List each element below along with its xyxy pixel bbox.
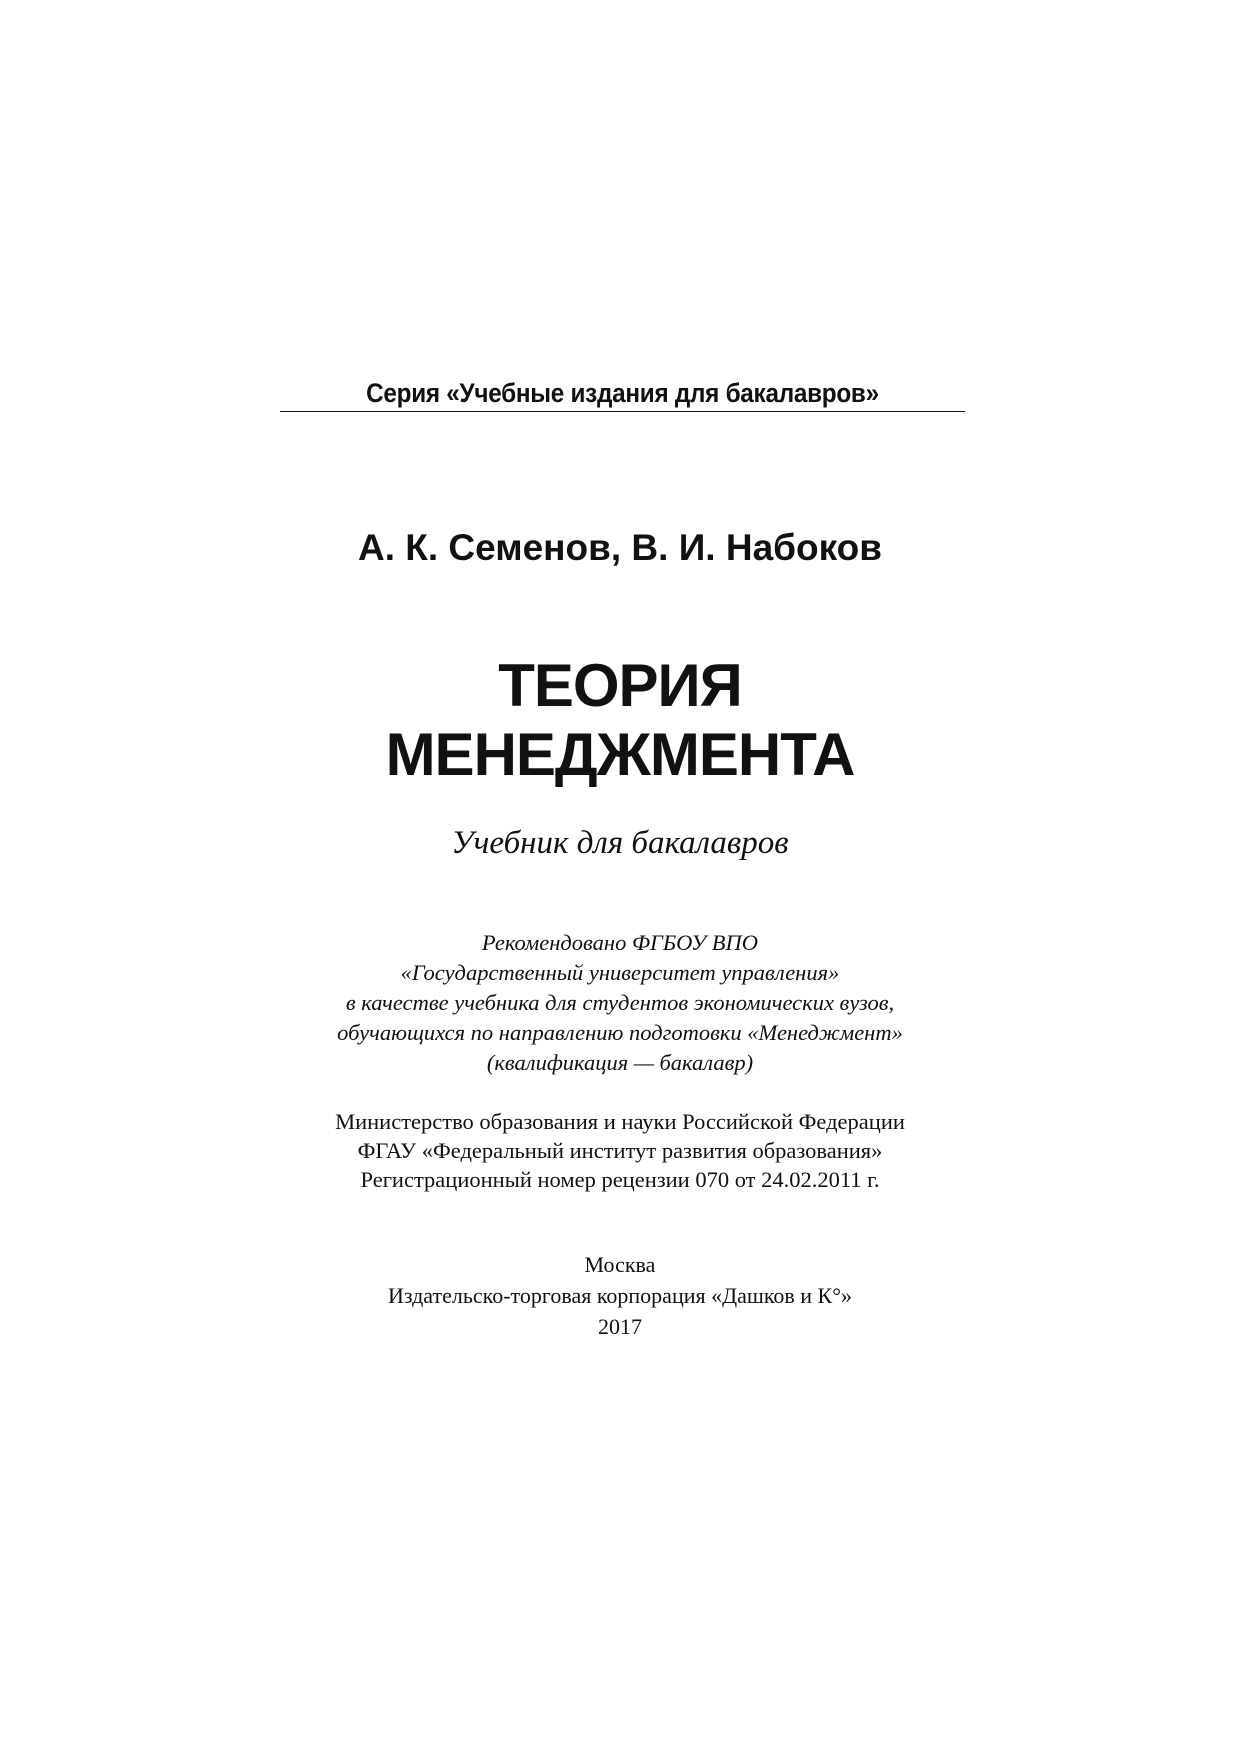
recommendation-line: Рекомендовано ФГБОУ ВПО (481, 930, 759, 955)
recommendation-line: «Государственный университет управления» (400, 960, 840, 985)
recommendation-line: (квалификация — бакалавр) (486, 1050, 754, 1075)
recommendation-line: обучающихся по направлению подготовки «Менеджмент» (337, 1020, 903, 1045)
imprint-block (0, 1249, 1240, 1342)
series-title: Серия «Учебные издания для бакалавров» (366, 378, 879, 408)
authors: А. К. Семенов, В. И. Набоков (358, 527, 882, 568)
ministry-line: Министерство образования и науки Российской Федерации (335, 1109, 905, 1134)
imprint-city: Москва (584, 1252, 656, 1277)
imprint-publisher: Издательско-торговая корпорация «Дашков и К°» (387, 1283, 853, 1308)
recommendation-line: в качестве учебника для студентов экономических вузов, (345, 990, 895, 1015)
imprint-year: 2017 (598, 1314, 642, 1339)
series-divider (280, 411, 965, 412)
recommendation-block (0, 928, 1240, 1078)
book-title-line-2: МЕНЕДЖМЕНТА (385, 721, 855, 788)
book-subtitle: Учебник для бакалавров (451, 825, 789, 861)
ministry-line: ФГАУ «Федеральный институт развития образования» (357, 1138, 883, 1163)
ministry-block (0, 1107, 1240, 1194)
book-title-line-1: ТЕОРИЯ (498, 652, 742, 719)
ministry-line: Регистрационный номер рецензии 070 от 24.02.2011 г. (360, 1167, 880, 1192)
